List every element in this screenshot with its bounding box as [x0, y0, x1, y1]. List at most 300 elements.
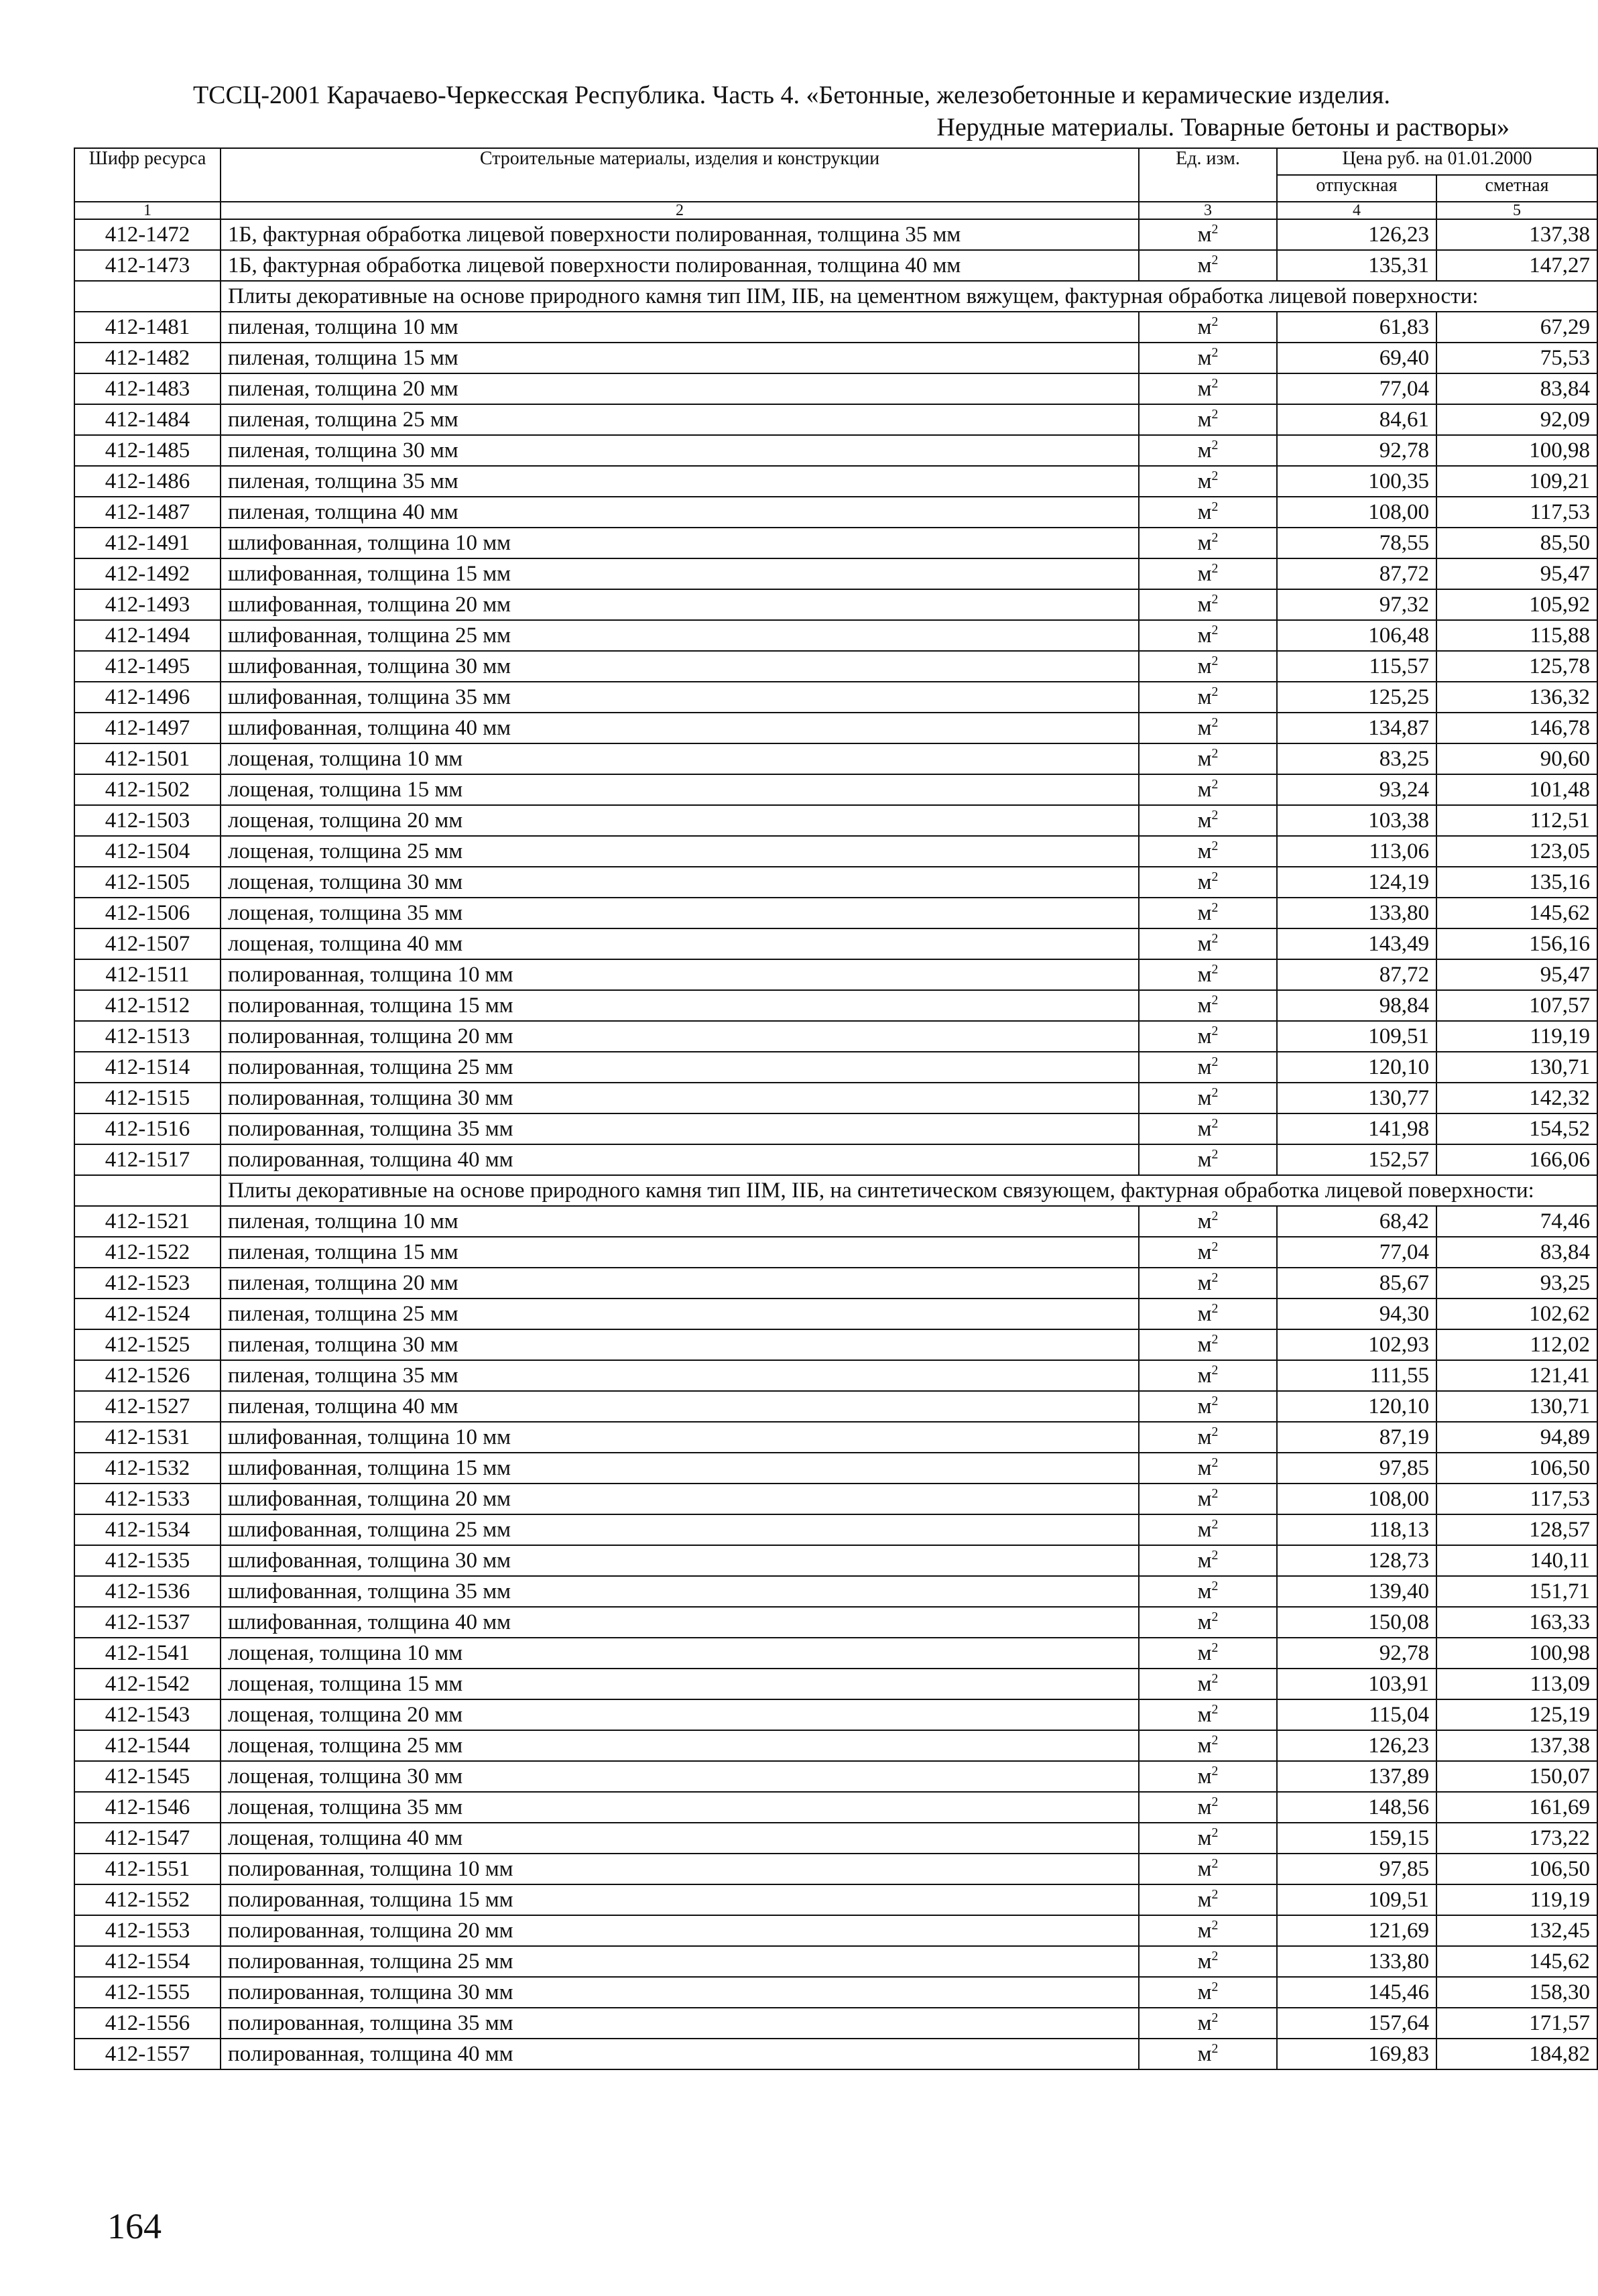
table-row: [74, 1360, 1597, 1391]
estimate-price: 83,84: [1436, 1237, 1597, 1268]
material-description: полированная, толщина 25 мм: [221, 1946, 1139, 1977]
release-price: 150,08: [1277, 1607, 1436, 1638]
release-price: 87,72: [1277, 959, 1436, 990]
unit-cell: [1139, 1360, 1277, 1391]
resource-code: 412-1541: [74, 1638, 221, 1669]
estimate-price: 75,53: [1436, 343, 1597, 373]
unit-power: 2: [1211, 2041, 1219, 2056]
material-description: полированная, толщина 40 мм: [221, 1144, 1139, 1175]
unit-power: 2: [1211, 253, 1219, 267]
unit-power: 2: [1211, 1764, 1219, 1778]
col-header-name: Строительные материалы, изделия и конструкции: [221, 148, 1139, 202]
estimate-price: 125,19: [1436, 1699, 1597, 1730]
unit-power: 2: [1211, 592, 1219, 607]
material-description: шлифованная, толщина 35 мм: [221, 1576, 1139, 1607]
estimate-price: 125,78: [1436, 651, 1597, 682]
table-row: [74, 1113, 1597, 1144]
release-price: 108,00: [1277, 1484, 1436, 1514]
material-description: лощеная, толщина 20 мм: [221, 805, 1139, 836]
resource-code: 412-1497: [74, 713, 221, 743]
material-description: шлифованная, толщина 25 мм: [221, 620, 1139, 651]
resource-code: 412-1551: [74, 1854, 221, 1884]
resource-code: 412-1553: [74, 1915, 221, 1946]
unit-power: 2: [1211, 1671, 1219, 1686]
unit-power: 2: [1211, 376, 1219, 391]
release-price: 115,04: [1277, 1699, 1436, 1730]
release-price: 128,73: [1277, 1545, 1436, 1576]
resource-code: 412-1527: [74, 1391, 221, 1422]
resource-code: 412-1485: [74, 435, 221, 466]
col-header-release: отпускная: [1277, 175, 1436, 202]
unit-base: м: [1197, 808, 1212, 833]
table-row: [74, 1761, 1597, 1792]
estimate-price: 137,38: [1436, 1730, 1597, 1761]
material-description: полированная, толщина 25 мм: [221, 1052, 1139, 1083]
table-row: [74, 1823, 1597, 1854]
table-row: [74, 682, 1597, 713]
material-description: шлифованная, толщина 20 мм: [221, 1484, 1139, 1514]
release-price: 139,40: [1277, 1576, 1436, 1607]
resource-code: 412-1492: [74, 558, 221, 589]
resource-code: 412-1483: [74, 373, 221, 404]
unit-power: 2: [1211, 1455, 1219, 1470]
unit-base: м: [1197, 1826, 1212, 1850]
unit-base: м: [1197, 1148, 1212, 1172]
unit-power: 2: [1211, 1486, 1219, 1501]
unit-cell: [1139, 1113, 1277, 1144]
release-price: 124,19: [1277, 867, 1436, 898]
estimate-price: 102,62: [1436, 1298, 1597, 1329]
unit-base: м: [1197, 1394, 1212, 1418]
unit-cell: [1139, 1946, 1277, 1977]
resource-code: 412-1522: [74, 1237, 221, 1268]
release-price: 78,55: [1277, 528, 1436, 558]
unit-base: м: [1197, 1302, 1212, 1326]
material-description: лощеная, толщина 35 мм: [221, 1792, 1139, 1823]
estimate-price: 105,92: [1436, 589, 1597, 620]
unit-cell: [1139, 1638, 1277, 1669]
estimate-price: 93,25: [1436, 1268, 1597, 1298]
unit-cell: [1139, 959, 1277, 990]
release-price: 141,98: [1277, 1113, 1436, 1144]
unit-base: м: [1197, 1456, 1212, 1480]
estimate-price: 121,41: [1436, 1360, 1597, 1391]
estimate-price: 109,21: [1436, 466, 1597, 497]
estimate-price: 85,50: [1436, 528, 1597, 558]
resource-code: 412-1532: [74, 1453, 221, 1484]
unit-cell: [1139, 682, 1277, 713]
unit-base: м: [1197, 346, 1212, 370]
estimate-price: 107,57: [1436, 990, 1597, 1021]
release-price: 92,78: [1277, 1638, 1436, 1669]
table-row: [74, 1946, 1597, 1977]
unit-cell: [1139, 1699, 1277, 1730]
unit-base: м: [1197, 1888, 1212, 1912]
unit-power: 2: [1211, 530, 1219, 545]
unit-cell: [1139, 836, 1277, 867]
material-description: полированная, толщина 30 мм: [221, 1977, 1139, 2008]
unit-cell: [1139, 1761, 1277, 1792]
unit-power: 2: [1211, 222, 1219, 237]
col-header-estimate: сметная: [1436, 175, 1597, 202]
resource-code: 412-1505: [74, 867, 221, 898]
release-price: 84,61: [1277, 404, 1436, 435]
header-title-line1: ТССЦ-2001 Карачаево-Черкесская Республика. Часть 4. «Бетонные, железобетонные и керамические изделия.: [192, 81, 1391, 109]
material-description: пиленая, толщина 35 мм: [221, 466, 1139, 497]
resource-code: 412-1516: [74, 1113, 221, 1144]
unit-cell: [1139, 1792, 1277, 1823]
col-number: 2: [221, 202, 1139, 219]
release-price: 115,57: [1277, 651, 1436, 682]
unit-power: 2: [1211, 469, 1219, 483]
resource-code: 412-1472: [74, 219, 221, 250]
unit-cell: [1139, 1206, 1277, 1237]
resource-code: 412-1546: [74, 1792, 221, 1823]
release-price: 143,49: [1277, 928, 1436, 959]
unit-base: м: [1197, 747, 1212, 771]
material-description: лощеная, толщина 10 мм: [221, 1638, 1139, 1669]
unit-base: м: [1197, 1949, 1212, 1974]
material-description: шлифованная, толщина 40 мм: [221, 1607, 1139, 1638]
release-price: 77,04: [1277, 1237, 1436, 1268]
table-row: [74, 1329, 1597, 1360]
material-description: шлифованная, толщина 25 мм: [221, 1514, 1139, 1545]
material-description: полированная, толщина 35 мм: [221, 1113, 1139, 1144]
unit-cell: [1139, 620, 1277, 651]
unit-base: м: [1197, 562, 1212, 586]
release-price: 97,85: [1277, 1854, 1436, 1884]
unit-power: 2: [1211, 869, 1219, 884]
unit-base: м: [1197, 1919, 1212, 1943]
unit-power: 2: [1211, 314, 1219, 329]
unit-cell: [1139, 1977, 1277, 2008]
resource-code: 412-1552: [74, 1884, 221, 1915]
table-row: [74, 1484, 1597, 1514]
unit-base: м: [1197, 1641, 1212, 1665]
material-description: лощеная, толщина 30 мм: [221, 867, 1139, 898]
unit-power: 2: [1211, 1363, 1219, 1378]
release-price: 113,06: [1277, 836, 1436, 867]
unit-power: 2: [1211, 1949, 1219, 1963]
unit-cell: [1139, 343, 1277, 373]
table-row: [74, 466, 1597, 497]
unit-cell: [1139, 898, 1277, 928]
estimate-price: 92,09: [1436, 404, 1597, 435]
material-description: пиленая, толщина 15 мм: [221, 343, 1139, 373]
unit-base: м: [1197, 1086, 1212, 1110]
unit-base: м: [1197, 1672, 1212, 1696]
page-number: 164: [107, 2206, 162, 2246]
estimate-price: 156,16: [1436, 928, 1597, 959]
unit-cell: [1139, 404, 1277, 435]
unit-cell: [1139, 2039, 1277, 2069]
unit-base: м: [1197, 901, 1212, 925]
unit-base: м: [1197, 685, 1212, 709]
col-header-code: Шифр ресурса: [74, 148, 221, 202]
unit-cell: [1139, 1915, 1277, 1946]
resource-code: 412-1543: [74, 1699, 221, 1730]
unit-cell: [1139, 1021, 1277, 1052]
release-price: 100,35: [1277, 466, 1436, 497]
release-price: 109,51: [1277, 1884, 1436, 1915]
table-row: [74, 867, 1597, 898]
release-price: 120,10: [1277, 1391, 1436, 1422]
estimate-price: 132,45: [1436, 1915, 1597, 1946]
release-price: 93,24: [1277, 774, 1436, 805]
unit-power: 2: [1211, 1332, 1219, 1347]
material-description: полированная, толщина 10 мм: [221, 1854, 1139, 1884]
material-description: пиленая, толщина 30 мм: [221, 435, 1139, 466]
release-price: 102,93: [1277, 1329, 1436, 1360]
table-row: [74, 589, 1597, 620]
estimate-price: 95,47: [1436, 558, 1597, 589]
unit-base: м: [1197, 963, 1212, 987]
unit-power: 2: [1211, 2010, 1219, 2025]
table-row: [74, 497, 1597, 528]
unit-power: 2: [1211, 715, 1219, 730]
unit-base: м: [1197, 1610, 1212, 1634]
table-row: [74, 1391, 1597, 1422]
unit-base: м: [1197, 1795, 1212, 1819]
table-row: [74, 528, 1597, 558]
unit-cell: [1139, 373, 1277, 404]
unit-base: м: [1197, 377, 1212, 401]
unit-base: м: [1197, 253, 1212, 278]
resource-code: 412-1526: [74, 1360, 221, 1391]
table-row: [74, 1884, 1597, 1915]
unit-cell: [1139, 1422, 1277, 1453]
material-description: шлифованная, толщина 15 мм: [221, 1453, 1139, 1484]
estimate-price: 145,62: [1436, 898, 1597, 928]
table-row: [74, 651, 1597, 682]
table-row: [74, 959, 1597, 990]
material-description: полированная, толщина 10 мм: [221, 959, 1139, 990]
estimate-price: 130,71: [1436, 1052, 1597, 1083]
unit-cell: [1139, 1453, 1277, 1484]
unit-cell: [1139, 1514, 1277, 1545]
resource-code: 412-1504: [74, 836, 221, 867]
material-description: лощеная, толщина 40 мм: [221, 928, 1139, 959]
estimate-price: 100,98: [1436, 1638, 1597, 1669]
resource-code: 412-1537: [74, 1607, 221, 1638]
unit-power: 2: [1211, 1640, 1219, 1655]
table-row: [74, 713, 1597, 743]
unit-base: м: [1197, 839, 1212, 863]
resource-code: 412-1496: [74, 682, 221, 713]
table-row: [74, 1699, 1597, 1730]
release-price: 152,57: [1277, 1144, 1436, 1175]
release-price: 159,15: [1277, 1823, 1436, 1854]
release-price: 94,30: [1277, 1298, 1436, 1329]
release-price: 120,10: [1277, 1052, 1436, 1083]
table-row: [74, 743, 1597, 774]
resource-code: 412-1487: [74, 497, 221, 528]
table-row: [74, 1854, 1597, 1884]
unit-power: 2: [1211, 900, 1219, 915]
material-description: шлифованная, толщина 30 мм: [221, 1545, 1139, 1576]
release-price: 87,19: [1277, 1422, 1436, 1453]
table-row: [74, 343, 1597, 373]
table-row: [74, 1977, 1597, 2008]
estimate-price: 90,60: [1436, 743, 1597, 774]
estimate-price: 113,09: [1436, 1669, 1597, 1699]
resource-code: 412-1531: [74, 1422, 221, 1453]
resource-code: 412-1486: [74, 466, 221, 497]
table-row: [74, 1576, 1597, 1607]
resource-code: 412-1521: [74, 1206, 221, 1237]
unit-power: 2: [1211, 345, 1219, 360]
resource-code: 412-1491: [74, 528, 221, 558]
release-price: 137,89: [1277, 1761, 1436, 1792]
release-price: 61,83: [1277, 312, 1436, 343]
unit-power: 2: [1211, 1116, 1219, 1131]
material-description: шлифованная, толщина 10 мм: [221, 1422, 1139, 1453]
unit-power: 2: [1211, 993, 1219, 1008]
table-row: [74, 1237, 1597, 1268]
unit-cell: [1139, 774, 1277, 805]
table-row: [74, 2008, 1597, 2039]
estimate-price: 117,53: [1436, 497, 1597, 528]
unit-power: 2: [1211, 1856, 1219, 1871]
table-row: [74, 774, 1597, 805]
release-price: 92,78: [1277, 435, 1436, 466]
material-description: шлифованная, толщина 10 мм: [221, 528, 1139, 558]
table-row: [74, 1607, 1597, 1638]
group-code-cell: [74, 1175, 221, 1206]
material-description: пиленая, толщина 25 мм: [221, 1298, 1139, 1329]
unit-base: м: [1197, 1487, 1212, 1511]
release-price: 148,56: [1277, 1792, 1436, 1823]
estimate-price: 67,29: [1436, 312, 1597, 343]
unit-cell: [1139, 1607, 1277, 1638]
material-description: пиленая, толщина 40 мм: [221, 497, 1139, 528]
release-price: 77,04: [1277, 373, 1436, 404]
unit-power: 2: [1211, 499, 1219, 514]
unit-power: 2: [1211, 1610, 1219, 1624]
unit-cell: [1139, 1730, 1277, 1761]
unit-base: м: [1197, 1980, 1212, 2004]
group-code-cell: [74, 281, 221, 312]
unit-power: 2: [1211, 962, 1219, 977]
unit-cell: [1139, 1298, 1277, 1329]
unit-base: м: [1197, 315, 1212, 339]
unit-base: м: [1197, 870, 1212, 894]
release-price: 83,25: [1277, 743, 1436, 774]
estimate-price: 106,50: [1436, 1854, 1597, 1884]
group-heading: Плиты декоративные на основе природного камня тип IIМ, IIБ, на синтетическом связующем, фактурная обработка лицевой поверхности:: [221, 1175, 1597, 1206]
unit-base: м: [1197, 500, 1212, 524]
table-row: [74, 2039, 1597, 2069]
material-description: лощеная, толщина 30 мм: [221, 1761, 1139, 1792]
release-price: 157,64: [1277, 2008, 1436, 2039]
header-title-line2: Нерудные материалы. Товарные бетоны и растворы»: [936, 113, 1510, 141]
release-price: 130,77: [1277, 1083, 1436, 1113]
unit-power: 2: [1211, 1147, 1219, 1162]
unit-power: 2: [1211, 808, 1219, 823]
unit-cell: [1139, 528, 1277, 558]
unit-base: м: [1197, 1425, 1212, 1449]
unit-base: м: [1197, 1857, 1212, 1881]
material-description: пиленая, толщина 20 мм: [221, 1268, 1139, 1298]
unit-base: м: [1197, 1549, 1212, 1573]
estimate-price: 145,62: [1436, 1946, 1597, 1977]
resource-code: 412-1555: [74, 1977, 221, 2008]
unit-base: м: [1197, 716, 1212, 740]
unit-base: м: [1197, 1024, 1212, 1048]
material-description: лощеная, толщина 15 мм: [221, 774, 1139, 805]
estimate-price: 112,02: [1436, 1329, 1597, 1360]
col-number: 4: [1277, 202, 1436, 219]
material-description: полированная, толщина 40 мм: [221, 2039, 1139, 2069]
unit-base: м: [1197, 2011, 1212, 2035]
unit-base: м: [1197, 1271, 1212, 1295]
release-price: 103,91: [1277, 1669, 1436, 1699]
page-header: [74, 79, 1510, 143]
release-price: 109,51: [1277, 1021, 1436, 1052]
resource-code: 412-1481: [74, 312, 221, 343]
estimate-price: 142,32: [1436, 1083, 1597, 1113]
resource-code: 412-1544: [74, 1730, 221, 1761]
estimate-price: 83,84: [1436, 373, 1597, 404]
unit-base: м: [1197, 223, 1212, 247]
estimate-price: 74,46: [1436, 1206, 1597, 1237]
unit-base: м: [1197, 1764, 1212, 1789]
unit-power: 2: [1211, 931, 1219, 946]
resource-code: 412-1515: [74, 1083, 221, 1113]
material-description: лощеная, толщина 25 мм: [221, 1730, 1139, 1761]
material-description: пиленая, толщина 35 мм: [221, 1360, 1139, 1391]
release-price: 97,32: [1277, 589, 1436, 620]
estimate-price: 136,32: [1436, 682, 1597, 713]
table-row: [74, 312, 1597, 343]
table-body: [74, 219, 1597, 2069]
estimate-price: 173,22: [1436, 1823, 1597, 1854]
resource-code: 412-1506: [74, 898, 221, 928]
table-row: [74, 898, 1597, 928]
price-table: [74, 147, 1598, 2070]
release-price: 133,80: [1277, 1946, 1436, 1977]
unit-base: м: [1197, 408, 1212, 432]
estimate-price: 147,27: [1436, 250, 1597, 281]
estimate-price: 154,52: [1436, 1113, 1597, 1144]
resource-code: 412-1554: [74, 1946, 221, 1977]
resource-code: 412-1533: [74, 1484, 221, 1514]
table-row: [74, 1083, 1597, 1113]
release-price: 69,40: [1277, 343, 1436, 373]
estimate-price: 106,50: [1436, 1453, 1597, 1484]
material-description: пиленая, толщина 20 мм: [221, 373, 1139, 404]
table-row: [74, 1021, 1597, 1052]
unit-cell: [1139, 805, 1277, 836]
unit-power: 2: [1211, 1301, 1219, 1316]
resource-code: 412-1495: [74, 651, 221, 682]
release-price: 68,42: [1277, 1206, 1436, 1237]
resource-code: 412-1484: [74, 404, 221, 435]
resource-code: 412-1525: [74, 1329, 221, 1360]
unit-base: м: [1197, 1703, 1212, 1727]
unit-cell: [1139, 1268, 1277, 1298]
material-description: полированная, толщина 20 мм: [221, 1915, 1139, 1946]
col-header-price: Цена руб. на 01.01.2000: [1277, 148, 1597, 175]
table-row: [74, 1915, 1597, 1946]
table-row: [74, 1422, 1597, 1453]
unit-base: м: [1197, 932, 1212, 956]
material-description: лощеная, толщина 15 мм: [221, 1669, 1139, 1699]
resource-code: 412-1517: [74, 1144, 221, 1175]
material-description: шлифованная, толщина 15 мм: [221, 558, 1139, 589]
col-number: 5: [1436, 202, 1597, 219]
estimate-price: 163,33: [1436, 1607, 1597, 1638]
